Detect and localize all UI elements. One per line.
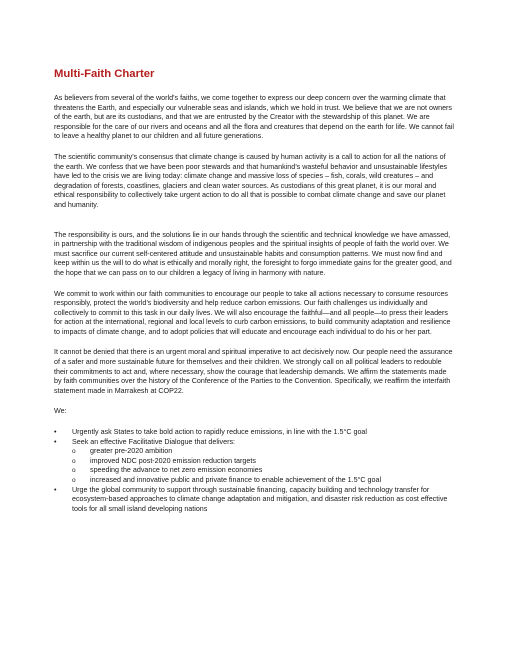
paragraph-2: The scientific community’s consensus that climate change is caused by human activity is a call to action for all the nations of the earth. We confess that we have been poor stewards and that humankind’s wasteful behavior and unsustainable lifestyles have led to the crisis we are living today: climate change and massive loss of species – fish, corals, wild creatures – and degradation of forests, coastlines, glaciers and clean water sources. As custodians of this great planet, it is our moral and ethical responsibility to collectively take urgent action to do all that is possible to combat climate change and save our planet and humanity.: [54, 152, 448, 209]
list-item: [54, 428, 456, 438]
sub-list-item: o increased and innovative public and private finance to enable achievement of the 1.5°C goal: [72, 476, 456, 486]
paragraph-5: It cannot be denied that there is an urgent moral and spiritual imperative to act decisively now. Our people need the assurance of a safer and more sustainable future for themselves and their children. We strongly call on all political leaders to redouble their commitments to act and, where necessary, show the courage that leadership demands. We affirm the statements made by faith communities over the history of the Conference of the Parties to the Convention. Specifically, we reaffirm the interfaith statement made in Marrakesh at COP22.: [54, 348, 453, 395]
paragraph-4: We commit to work within our faith communities to encourage our people to take all actions necessary to consume resources responsibly, protect the world’s biodiversity and help reduce carbon emissions. Our faith challenges us individually and collectively to commit to this task in our daily lives. We will also encourage the faithful—and all people—to press their leaders for action at the international, regional and local levels to curb carbon emissions, to build community adaptation and resilience to impacts of climate change, and to adopt policies that will educate and encourage each individual to do his or her part.: [54, 289, 451, 336]
sub-list-item: o greater pre-2020 ambition: [72, 447, 456, 457]
list-item-text: Seek an effective Facilitative Dialogue that delivers:: [72, 437, 236, 446]
sub-list-item: o speeding the advance to net zero emission economies: [72, 466, 456, 476]
paragraph-3: The responsibility is ours, and the solutions lie in our hands through the scientific and technical knowledge we have amassed, in partnership with the traditional wisdom of indigenous peoples and the spiritual insights of people of faith the world over. We must sacrifice our current self-centered attitude and unsustainable habits and consumption patterns. We must now find and keep within us the will to do what is ethically and morally right, the foresight to forgo immediate gains for the greater good, and the hope that we can pass on to our children a legacy of living in harmony with nature.: [54, 230, 452, 277]
document-title: Multi-Faith Charter: [54, 68, 155, 80]
paragraph-1: As believers from several of the world’s faiths, we come together to express our deep concern over the warming climate that threatens the Earth, and especially our vulnerable seas and islands, which we hold in trust. We believe that we are not owners of the earth, but are its custodians, and that we are entrusted by the Creator with the stewardship of this planet. We are responsible for the care of our rivers and oceans and all the flora and creatures that depend on the earth for life. We cannot fail to leave a healthy planet to our children and all future generations.: [54, 94, 454, 141]
we-label: We:: [54, 407, 67, 416]
list-item-text: Urge the global community to support through sustainable financing, capacity building and technology transfer for ecosystem-based approaches to climate change adaptation and mitigation, and disaster risk reduction as cost effective tools for all small island developing nations: [72, 485, 448, 513]
list-item-text: Urgently ask States to take bold action to rapidly reduce emissions, in line with the 1.5°C goal: [72, 428, 367, 437]
commitments-list: [54, 428, 456, 514]
sub-list: [72, 447, 456, 485]
list-item: [54, 486, 456, 515]
list-item: [54, 438, 456, 486]
sub-list-item: o improved NDC post-2020 emission reduction targets: [72, 457, 456, 467]
